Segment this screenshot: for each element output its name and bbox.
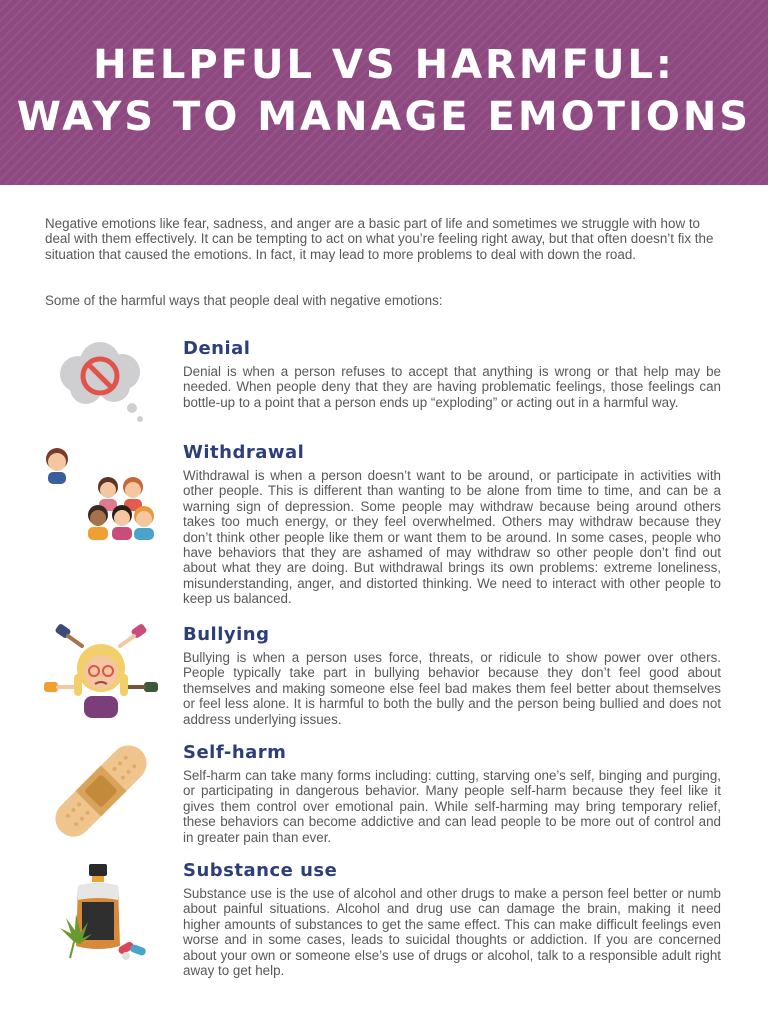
section-title: Self-harm (183, 742, 287, 763)
intro-lead-in: Some of the harmful ways that people deal with negative emotions: (45, 293, 443, 308)
isolated-person-icon (40, 442, 160, 546)
intro-paragraph: Negative emotions like fear, sadness, and anger are a basic part of life and sometimes we struggle with how to deal with them effectively. It can be tempting to act on what you’re feeling right away, but that often doesn’t fix the situation that caused the emotions. In fact, it may lead to more problems to deal with down the road. (45, 216, 714, 262)
page-title-line-2: WAYS TO MANAGE EMOTIONS (16, 94, 752, 140)
pointing-fingers-icon (42, 622, 160, 722)
section-title: Denial (183, 338, 251, 359)
page-title-line-1: HELPFUL VS HARMFUL: (93, 42, 675, 88)
section-body: Denial is when a person refuses to accept that anything is wrong or that help may be needed. When people deny that they are having problematic feelings, those feelings can bottle-up to a point that a person ends up “exploding” or acting out in a harmful way. (183, 364, 721, 410)
section-title: Withdrawal (183, 442, 305, 463)
section-title: Substance use (183, 860, 338, 881)
section-body: Withdrawal is when a person doesn’t want to be around, or participate in activities with other people. This is different than wanting to be alone from time to time, and can be a warning sign of depression. Some people may withdraw because being around others takes too much energy, or they feel overwhelmed. Others may withdraw because they don’t think other people like them or want them to be around. In some cases, people who have behaviors that they are ashamed of may withdraw so other people don’t find out about what they are doing. But withdrawal brings its own problems: extreme loneliness, misunderstanding, anger, and distorted thinking. We need to interact with other people to keep us balanced. (183, 468, 721, 607)
section-body: Self-harm can take many forms including: cutting, starving one’s self, binging and purging, or participating in dangerous behavior. Many people self-harm because they feel like it gives them control over emotional pain. While self-harming may bring temporary relief, these behaviors can become addictive and can lead people to be more out of control and in greater pain than ever. (183, 768, 721, 845)
bottle-and-pills-icon (52, 862, 152, 962)
no-entry-thought-bubble-icon (56, 340, 148, 424)
section-title: Bullying (183, 624, 270, 645)
header-banner (0, 0, 768, 185)
bandage-icon (50, 740, 152, 842)
section-body: Substance use is the use of alcohol and other drugs to make a person feel better or numb about painful situations. Alcohol and drug use can damage the brain, making it need higher amounts of substances to get the same effect. This can make difficult feelings even worse and in some cases, leads to suicidal thoughts or addiction. If you are concerned about your own or someone else’s use of drugs or alcohol, talk to a responsible adult right away to get help. (183, 886, 721, 979)
section-body: Bullying is when a person uses force, threats, or ridicule to show power over others. People typically take part in bullying behavior because they don’t feel good about themselves and making someone else feel bad makes them feel better about themselves or feel less alone. It is harmful to both the bully and the person being bullied and does not address underlying issues. (183, 650, 721, 727)
